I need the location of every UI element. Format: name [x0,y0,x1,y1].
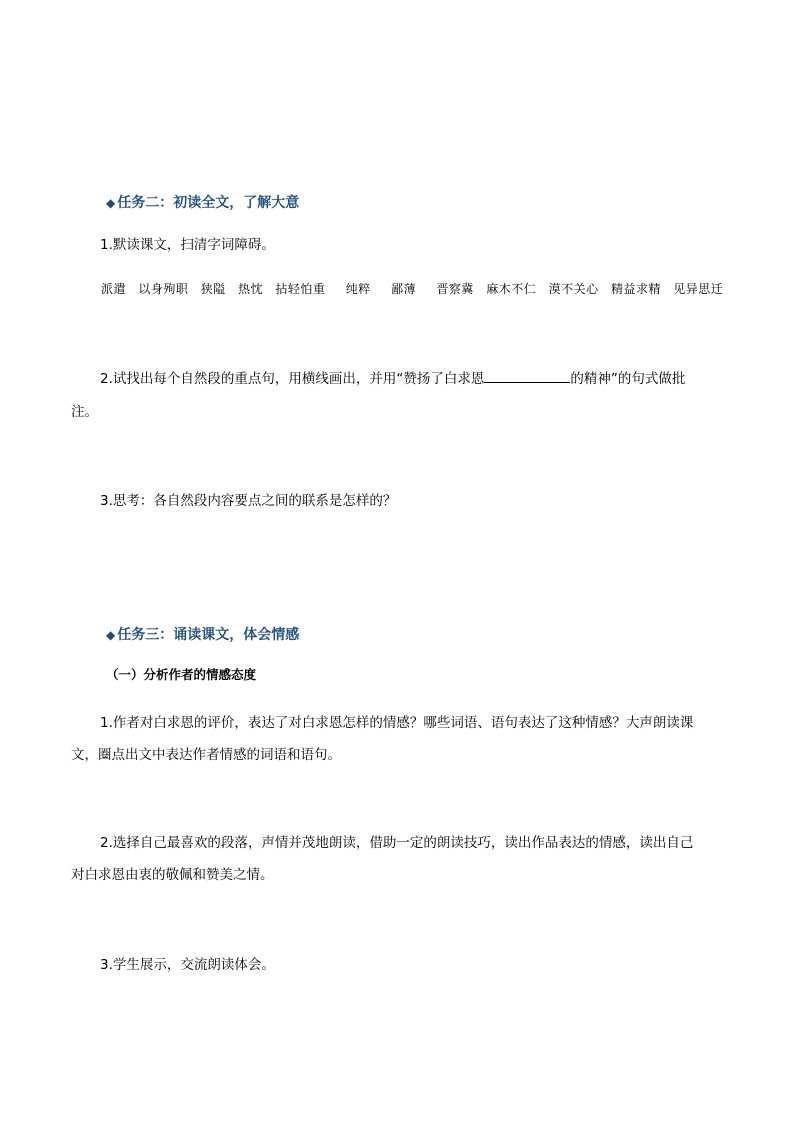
vocab-list [101,280,731,297]
task2-heading [106,192,299,212]
vocab-item: 晋察冀 [436,282,474,296]
task3-question-1-continued: 文，圈点出文中表达作者情感的词语和语句。 [71,747,341,763]
vocab-item: 漠不关心 [548,282,599,296]
fill-in-blank[interactable] [484,368,570,383]
task3-question-1: 1.作者对白求恩的评价，表达了对白求恩怎样的情感？哪些词语、语句表达了这种情感？大声朗读课 [100,715,694,731]
vocab-item: 鄙薄 [391,282,417,296]
vocab-item: 见异思迁 [673,282,724,296]
vocab-item: 派遣 [101,282,127,296]
vocab-item: 麻木不仁 [486,282,537,296]
task2-question-3: 3.思考：各自然段内容要点之间的联系是怎样的？ [100,493,397,509]
question-2-text-a: 2.试找出每个自然段的重点句，用横线画出，并用“赞扬了白求恩 [100,371,485,387]
task3-question-3: 3.学生展示，交流朗读体会。 [100,957,275,973]
vocab-item: 热忱 [238,282,264,296]
task2-question-2-continued: 注。 [71,404,98,420]
diamond-icon: ◆ [106,628,116,642]
task3-question-2-continued: 对白求恩由衷的敬佩和赞美之情。 [71,867,274,883]
task2-question-2 [100,364,685,394]
task3-question-2: 2.选择自己最喜欢的段落，声情并茂地朗读，借助一定的朗读技巧，读出作品表达的情感，读出自己 [100,835,694,851]
task3-title: 任务三：诵读课文，体会情感 [117,627,300,643]
task3-heading [106,624,299,644]
task2-title: 任务二：初读全文，了解大意 [117,195,300,211]
diamond-icon: ◆ [106,196,116,210]
vocab-item: 拈轻怕重 [275,282,326,296]
vocab-item: 精益求精 [610,282,661,296]
vocab-item: 狭隘 [200,282,226,296]
task3-section-heading: （一）分析作者的情感态度 [106,667,257,682]
question-2-text-b: 的精神”的句式做批 [570,371,686,387]
vocab-item: 纯粹 [345,282,371,296]
task2-question-1: 1.默读课文，扫清字词障碍。 [100,237,275,253]
vocab-item: 以身殉职 [138,282,189,296]
